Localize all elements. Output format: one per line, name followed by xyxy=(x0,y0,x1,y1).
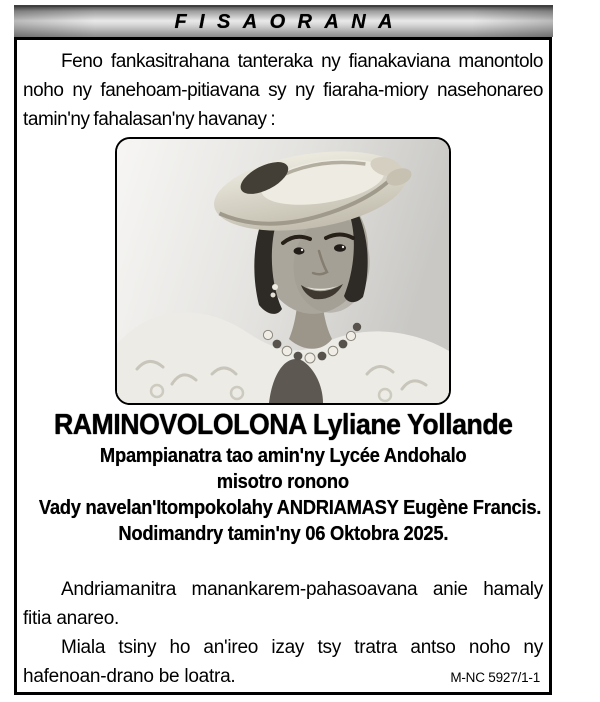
closing-paragraph-1: Andriamanitra manankarem-pahasoavana anie hamaly fitia anareo. xyxy=(23,579,543,629)
intro-paragraph: Feno fankasitrahana tanteraka ny fianakaviana manontolo noho ny fanehoam-pitiavana sy ny fiaraha-miory nasehonareo tamin'ny fahalasan'ny havanay : xyxy=(23,51,543,130)
portrait-photo xyxy=(115,137,451,405)
portrait-photo-illustration xyxy=(117,139,449,403)
deceased-name xyxy=(17,407,549,443)
deceased-details xyxy=(17,443,549,547)
notice-box xyxy=(14,37,552,695)
detail-date-of-death: Nodimandry tamin'ny 06 Oktobra 2025. xyxy=(118,523,448,545)
deceased-name-text: RAMINOVOLOLONA Lyliane Yollande xyxy=(53,409,513,441)
header-title: FISAORANA xyxy=(174,10,405,33)
header-banner xyxy=(14,5,553,37)
closing-paragraph-2: Miala tsiny ho an'ireo izay tsy tratra antso noho ny hafenoan-drano be loatra. xyxy=(23,637,543,687)
detail-retired: misotro ronono xyxy=(216,471,350,493)
detail-occupation: Mpampianatra tao amin'ny Lycée Andohalo xyxy=(99,445,467,467)
detail-widow-of: Vady navelan'Itompokolahy ANDRIAMASY Eugène Francis. xyxy=(38,497,542,519)
reference-number: M-NC 5927/1-1 xyxy=(450,670,540,685)
